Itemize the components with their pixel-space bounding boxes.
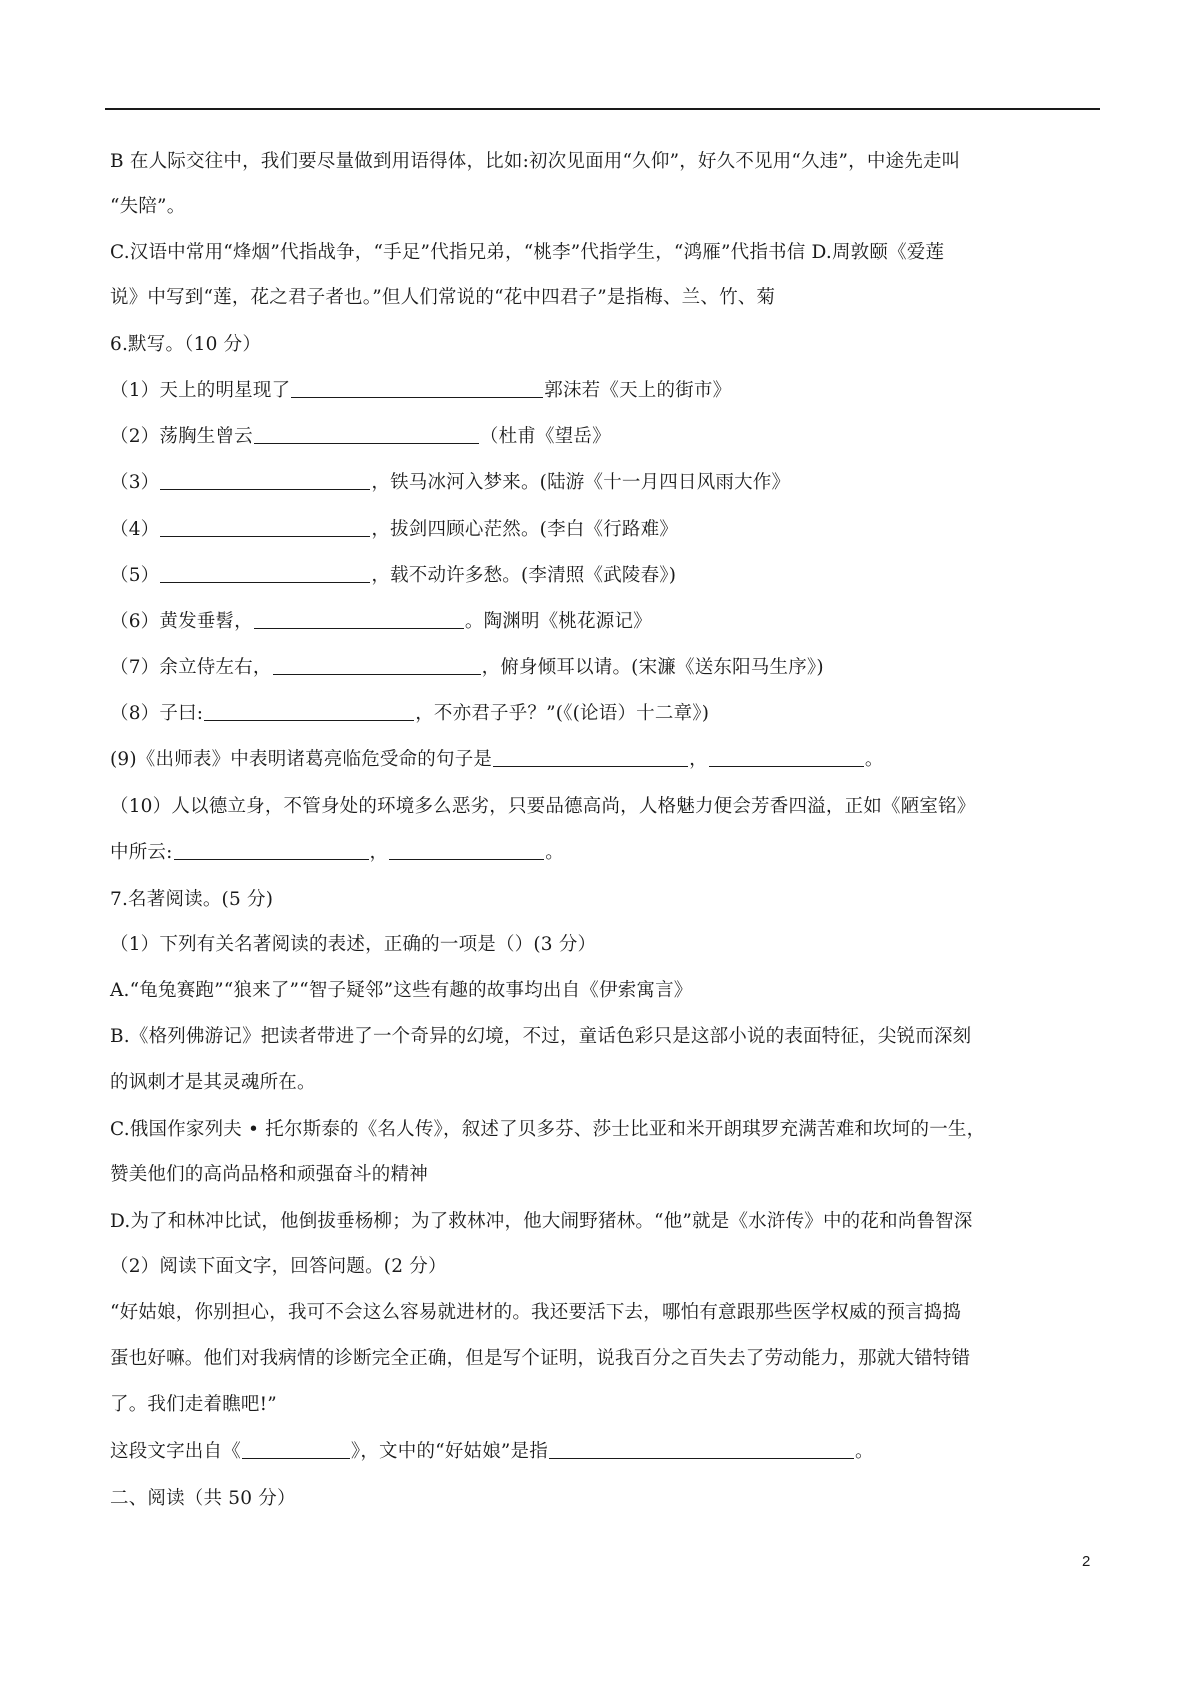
source-middle: 》，文中的“好姑娘”是指 [350, 1441, 548, 1462]
q6-item-4-source: ，拔剑四顾心茫然。(李白《行路难》 [371, 519, 678, 540]
q6-item-2-source: （杜甫《望岳》 [479, 426, 611, 447]
q6-item-7-source: ，俯身倾耳以请。(宋濂《送东阳马生序》) [481, 657, 824, 678]
question-7-heading: 7.名著阅读。(5 分) [110, 889, 274, 910]
answer-blank[interactable] [160, 564, 370, 583]
q6-item-9-period: 。 [864, 749, 884, 770]
header-rule [105, 108, 1100, 110]
question-6-heading: 6.默写。（10 分） [110, 334, 262, 355]
q6-item-8 [110, 702, 709, 726]
q6-item-10-comma: ， [369, 842, 389, 863]
source-prefix: 这段文字出自《 [110, 1441, 241, 1462]
q6-item-5-source: ，载不动许多愁。(李清照《武陵春》) [371, 565, 677, 586]
q6-item-5 [110, 564, 676, 588]
q6-item-9 [110, 748, 884, 772]
q6-item-9-comma: ， [689, 749, 708, 770]
section-2-heading: 二、阅读（共 50 分） [110, 1488, 296, 1509]
page-number: 2 [1082, 1553, 1091, 1570]
answer-blank[interactable] [242, 1440, 350, 1459]
answer-blank[interactable] [204, 702, 414, 721]
q6-item-5-prefix: （5） [110, 565, 160, 586]
q6-item-3 [110, 471, 790, 495]
q6-item-10-line-1: （10）人以德立身，不管身处的环境多么恶劣，只要品德高尚，人格魅力便会芳香四溢，正如《陋室铭》 [110, 796, 976, 817]
q6-item-8-prefix: （8）子曰: [110, 703, 204, 724]
quote-line-3: 了。我们走着瞧吧!” [110, 1394, 277, 1415]
option-d-line-2: 说》中写到“莲，花之君子者也。”但人们常说的“花中四君子”是指梅、兰、竹、菊 [110, 287, 776, 308]
answer-blank[interactable] [273, 656, 481, 675]
source-period: 。 [854, 1441, 874, 1462]
q6-item-10-line-2 [110, 841, 564, 865]
answer-blank[interactable] [549, 1440, 854, 1459]
q6-item-2 [110, 425, 611, 449]
q7-option-a: A.“龟兔赛跑”“狼来了”“智子疑邻”这些有趣的故事均出自《伊索寓言》 [110, 980, 693, 1001]
q6-item-4-prefix: （4） [110, 519, 160, 540]
option-cd-line-1: C.汉语中常用“烽烟”代指战争，“手足”代指兄弟，“桃李”代指学生，“鸿雁”代指书信 D.周敦颐《爱莲 [110, 242, 945, 263]
q6-item-6-prefix: （6）黄发垂髫， [110, 611, 253, 632]
q6-item-7-prefix: （7）余立侍左右， [110, 657, 272, 678]
quote-line-2: 蛋也好嘛。他们对我病情的诊断完全正确，但是写个证明，说我百分之百失去了劳动能力，那就大错特错 [110, 1348, 971, 1369]
q7-option-c-line-2: 赞美他们的高尚品格和顽强奋斗的精神 [110, 1164, 428, 1185]
q6-item-7 [110, 656, 824, 680]
answer-blank[interactable] [709, 748, 864, 767]
option-b-line-1: B 在人际交往中，我们要尽量做到用语得体，比如:初次见面用“久仰”，好久不见用“久违”，中途先走叫 [110, 151, 961, 172]
q7-option-b-line-1: B.《格列佛游记》把读者带进了一个奇异的幻境，不过，童话色彩只是这部小说的表面特征，尖锐而深刻 [110, 1026, 972, 1047]
q7-sub-2: （2）阅读下面文字，回答问题。(2 分） [110, 1256, 447, 1277]
q7-sub-1: （1）下列有关名著阅读的表述，正确的一项是（）(3 分） [110, 934, 597, 955]
q7-option-c-line-1: C.俄国作家列夫 • 托尔斯泰的《名人传》，叙述了贝多芬、莎士比亚和米开朗琪罗充满苦难和坎坷的一生， [110, 1119, 986, 1140]
option-b-line-2: “失陪”。 [110, 196, 186, 217]
q7-sub-2-question [110, 1440, 874, 1464]
q7-option-b-line-2: 的讽刺才是其灵魂所在。 [110, 1072, 316, 1093]
answer-blank[interactable] [493, 748, 688, 767]
answer-blank[interactable] [174, 841, 369, 860]
q6-item-10-period: 。 [545, 842, 564, 863]
q6-item-1-source: 郭沫若《天上的街市》 [544, 380, 732, 401]
answer-blank[interactable] [160, 471, 370, 490]
answer-blank[interactable] [254, 425, 479, 444]
q6-item-8-source: ，不亦君子乎？”(《(论语）十二章》) [415, 703, 710, 724]
q6-item-3-prefix: （3） [110, 472, 160, 493]
q6-item-6 [110, 610, 652, 634]
answer-blank[interactable] [389, 841, 544, 860]
q6-item-9-prefix: (9)《出师表》中表明诸葛亮临危受命的句子是 [110, 749, 493, 770]
q7-option-d: D.为了和林冲比试，他倒拔垂杨柳；为了救林冲，他大闹野猪林。“他”就是《水浒传》中的花和尚鲁智深 [110, 1211, 973, 1232]
answer-blank[interactable] [254, 610, 464, 629]
q6-item-3-source: ，铁马冰河入梦来。(陆游《十一月四日风雨大作》 [371, 472, 791, 493]
quote-line-1: “好姑娘，你别担心，我可不会这么容易就进材的。我还要活下去，哪怕有意跟那些医学权威的预言捣捣 [110, 1302, 962, 1323]
q6-item-1-prefix: （1）天上的明星现了 [110, 380, 291, 401]
q6-item-2-prefix: （2）荡胸生曾云 [110, 426, 253, 447]
q6-item-4 [110, 518, 678, 542]
q6-item-10-prefix: 中所云: [110, 842, 173, 863]
answer-blank[interactable] [160, 518, 370, 537]
q6-item-6-source: 。陶渊明《桃花源记》 [464, 611, 652, 632]
q6-item-1 [110, 379, 731, 403]
answer-blank[interactable] [291, 379, 543, 398]
